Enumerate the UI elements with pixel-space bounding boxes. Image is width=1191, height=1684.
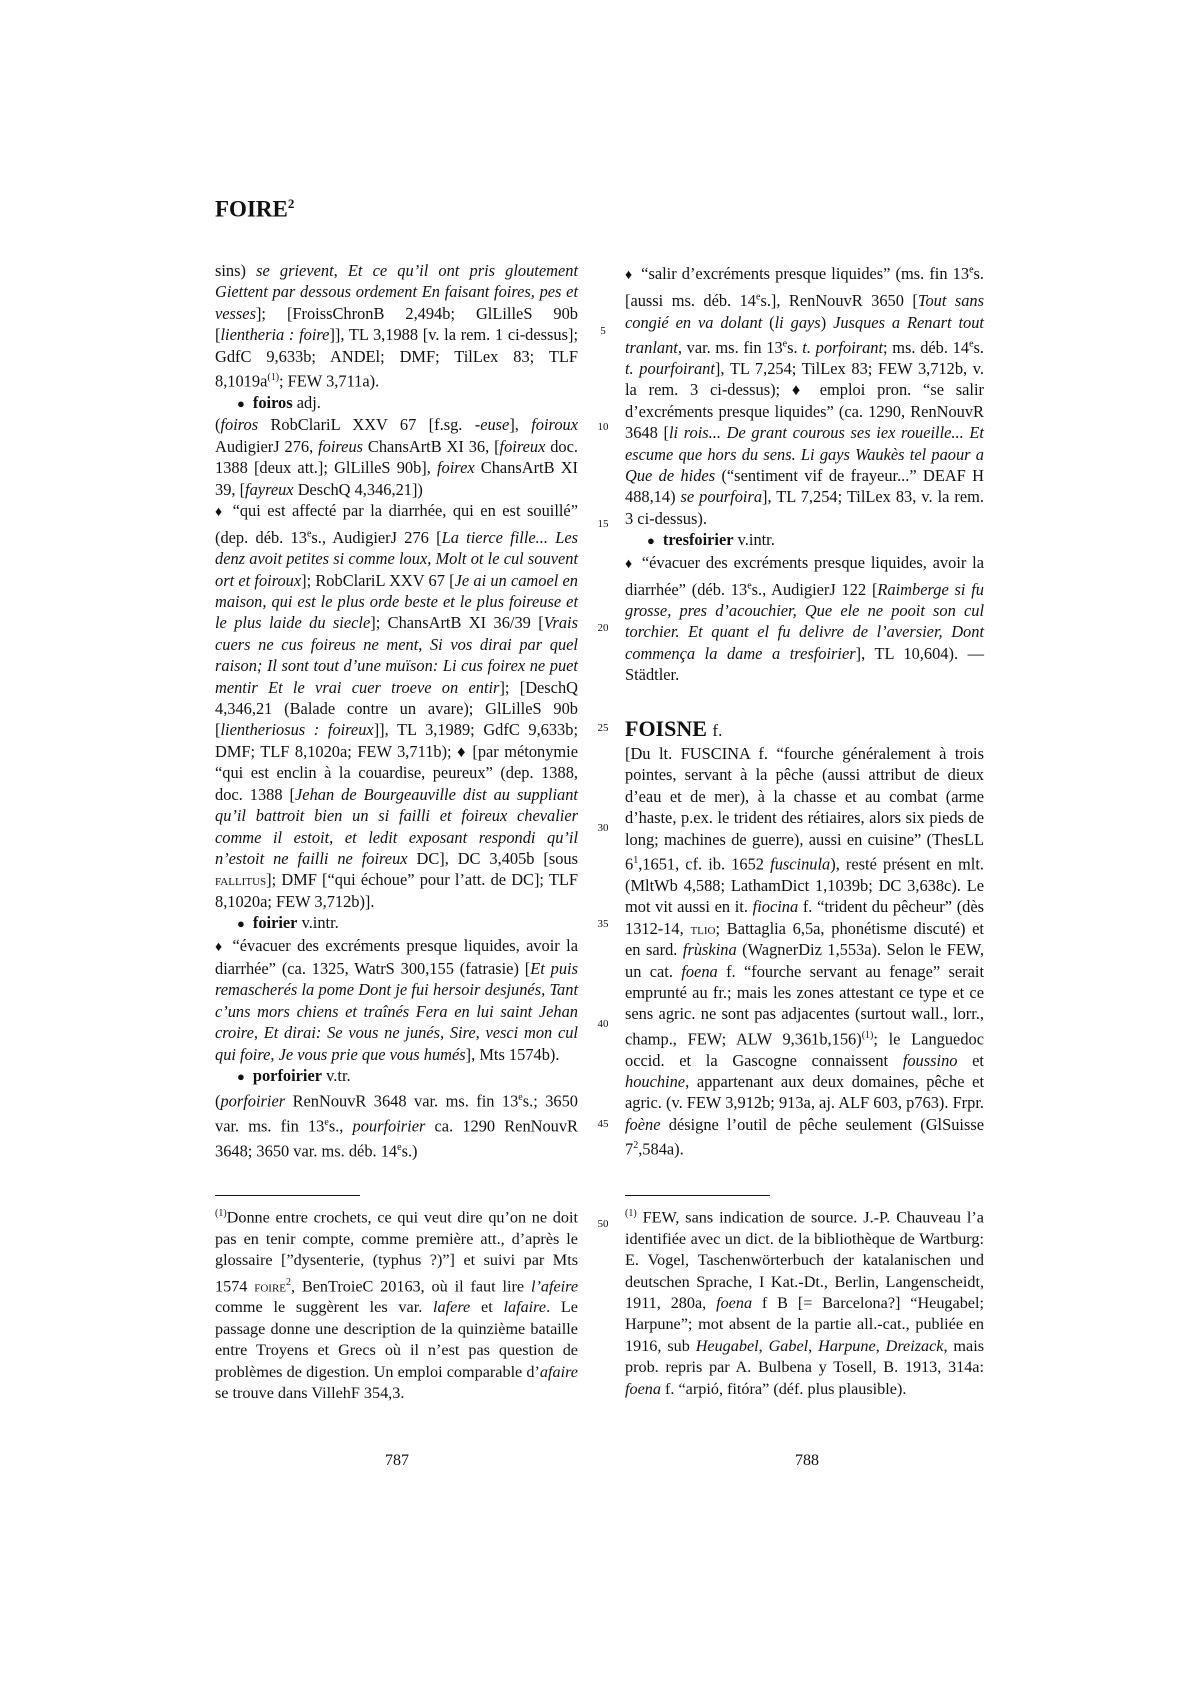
text-run: houchine bbox=[625, 1072, 686, 1092]
forms-paragraph bbox=[215, 414, 578, 500]
text-run: comme le suggèrent les var. bbox=[215, 1298, 434, 1317]
text-run: Et puis remascherés la pome Dont je fui hersoir desjunés, Tant c’uns mors chiens et traînés Fera en lui saint Jehan croire, Et dirai: Se vous ne junés, Sire, vesci mon cul qui foire, Je vous prie que vous humés bbox=[215, 958, 578, 1064]
text-run: (“sentiment vif de frayeur...” DEAF H 488,14) bbox=[625, 466, 984, 507]
text-run: e bbox=[518, 1092, 523, 1104]
text-run: DeschQ 4,346,21]) bbox=[293, 479, 423, 499]
text-run: e bbox=[747, 580, 752, 592]
bullet-icon: ● bbox=[647, 533, 655, 549]
text-run: Tout sans congié en va dolant bbox=[625, 291, 984, 332]
forms-paragraph bbox=[215, 1087, 578, 1162]
text-run: e bbox=[306, 528, 312, 540]
text-run: s. bbox=[973, 337, 984, 357]
text-run: ], TL 7,254; TilLex 83; FEW 3,712b, v. la rem. 3 ci-dessus); bbox=[625, 359, 984, 400]
line-number: 15 bbox=[597, 518, 609, 530]
line-number: 45 bbox=[597, 1118, 609, 1130]
text-run: ♦ bbox=[791, 380, 808, 400]
text-run: ♦ bbox=[457, 741, 467, 761]
text-run: ]; RobClariL XXV 67 [ bbox=[301, 570, 455, 590]
line-number: 20 bbox=[597, 622, 609, 634]
text-run: s., AudigierJ 276 [ bbox=[311, 527, 442, 547]
sense-paragraph bbox=[625, 260, 984, 529]
text-run: foiros bbox=[220, 415, 259, 435]
text-run: “salir d’excréments presque liquides” (ms. fin 13 bbox=[641, 264, 970, 284]
text-run: s. [aussi ms. déb. 14 bbox=[625, 264, 984, 311]
text-run: AudigierJ 276, bbox=[215, 436, 319, 456]
text-run: afaire bbox=[539, 1362, 578, 1381]
text-run: f. “trident du pêcheur” (dès 1312-14, bbox=[625, 897, 985, 938]
text-run: ChansArtB XI 39, [ bbox=[215, 458, 578, 499]
text-run: ], Mts 1574b). bbox=[465, 1044, 560, 1064]
text-run: , mais prob. repris par A. Bulbena y Tosell, B. 1913, 314a: bbox=[625, 1336, 985, 1377]
text-run: (1) bbox=[625, 1208, 637, 1219]
running-head-sup: 2 bbox=[287, 196, 295, 211]
text-run: foussino bbox=[902, 1050, 958, 1070]
text-run: Heugabel bbox=[695, 1336, 759, 1355]
line-number: 35 bbox=[597, 918, 609, 930]
text-run: “évacuer des excréments presque liquides, avoir la diarrhée” (déb. 13 bbox=[625, 552, 984, 599]
text-run: (1) bbox=[215, 1208, 227, 1219]
line-number: 30 bbox=[597, 822, 609, 834]
text-run: foena bbox=[716, 1294, 753, 1313]
text-run: désigne l’outil de pêche seulement (GlSuisse 7 bbox=[625, 1114, 984, 1159]
footnote-rule bbox=[215, 1195, 360, 1196]
right-column bbox=[625, 260, 984, 1160]
text-run: ca. 1290 RenNouvR 3648; 3650 var. ms. déb. 14 bbox=[215, 1116, 578, 1161]
text-run: s. bbox=[787, 337, 803, 357]
footnote-left bbox=[215, 1203, 578, 1404]
text-run: e bbox=[397, 1142, 402, 1154]
text-run: ]; ChansArtB XI 36/39 [ bbox=[370, 613, 544, 633]
text-run: RobClariL XXV 67 [f.sg. bbox=[258, 415, 475, 435]
text-run: fayreux bbox=[245, 479, 294, 499]
text-run: , bbox=[758, 1336, 769, 1355]
text-run: , bbox=[875, 1336, 886, 1355]
text-run: La tierce fille... Les denz avoit petites si comme loux, Molt ot le cul souvent ort et foiroux bbox=[215, 527, 578, 590]
text-run: (1) bbox=[861, 1029, 874, 1041]
text-run: foène bbox=[625, 1114, 661, 1134]
text-run: ,1651, cf. ib. 1652 bbox=[638, 854, 771, 874]
text-run: ], TL 10,604). — Städtler. bbox=[625, 643, 984, 685]
text-run: ) bbox=[820, 312, 834, 332]
text-run: s., AudigierJ 122 [ bbox=[751, 579, 878, 599]
text-run: foirex bbox=[437, 458, 475, 478]
text-run: 2 bbox=[633, 1140, 639, 1152]
text-run: e bbox=[969, 265, 974, 276]
text-run: se pourfoira bbox=[680, 487, 763, 507]
footnote-right bbox=[625, 1203, 984, 1400]
text-run: doc. 1388 [deux att.]; GlLilleS 90b], bbox=[215, 436, 578, 478]
text-run: Jusques a Renart tout tranlant bbox=[625, 312, 984, 357]
text-run: pourfoirier bbox=[352, 1116, 426, 1136]
running-head bbox=[215, 196, 294, 223]
text-run: 1 bbox=[633, 855, 639, 867]
text-run: Raimberge si fu grosse, pres d’acouchier, Que ele ne pooit son cul torchier. Et quant el fu delivre de l’aversier, Dont commença la dame a tresfoirier bbox=[625, 579, 984, 663]
text-run: e bbox=[755, 291, 761, 303]
text-run: lientheriosus : foireux bbox=[220, 720, 374, 740]
line-number: 10 bbox=[597, 421, 609, 433]
text-run: Gabel bbox=[768, 1336, 809, 1355]
diamond-icon: ♦ bbox=[215, 504, 225, 520]
line-number: 50 bbox=[597, 1218, 609, 1230]
text-run: Je ai un camoel en maison, qui est le plus orde beste et le plus foireuse et le plus laide du siecle bbox=[215, 570, 578, 633]
text-run: s.; 3650 var. ms. fin 13 bbox=[215, 1091, 578, 1136]
text-run: FEW, sans indication de source. J.-P. Chauveau l’a identifiée avec un dict. de la bibliothèque de Wartburg: E. Vogel, Taschenwörterbuch der katalanischen und deutschen Sprache, I Kat.-Dt., Berlin, Langenscheidt, 1911, 280a, bbox=[625, 1208, 984, 1313]
text-run: ( bbox=[215, 415, 221, 435]
text-run: ], TL 7,254; TilLex 83, v. la rem. 3 ci-dessus). bbox=[625, 487, 984, 528]
lemma-tresfoirier: ● tresfoirier v.intr. bbox=[647, 530, 775, 550]
text-run: (WagnerDiz 1,553a). Selon le FEW, un cat. bbox=[625, 940, 984, 981]
text-run: ( bbox=[215, 1091, 221, 1111]
left-column bbox=[215, 260, 578, 1162]
text-run: Dreizack bbox=[885, 1336, 944, 1355]
text-run: fiocina bbox=[752, 897, 799, 917]
text-run: e bbox=[969, 338, 974, 350]
text-run: s., bbox=[328, 1116, 353, 1136]
text-run: ,584a). bbox=[638, 1139, 684, 1159]
text-run: [par métonymie “qui est enclin à la couardise, peureux” (dep. 1388, doc. 1388 [ bbox=[215, 741, 578, 804]
text-run: porfoirier bbox=[220, 1091, 286, 1111]
text-run: frùskina bbox=[682, 940, 737, 960]
line-number: 40 bbox=[597, 1018, 609, 1030]
text-run: e bbox=[782, 338, 788, 350]
text-run: li gays bbox=[774, 312, 821, 332]
text-run: e bbox=[324, 1117, 329, 1129]
text-run: Vrais cuers ne cus foireus ne ment, Si vos dirai par quel raison; Il sont tout d’une muïson: Li cus foirex ne puet mentir Et le vrai cuer troeve on entir bbox=[215, 613, 578, 697]
text-run: ), resté présent en mlt. (MltWb 4,588; LathamDict 1,1039b; DC 3,638c). Le mot vit aussi en it. bbox=[625, 854, 984, 917]
sense-paragraph bbox=[625, 552, 984, 686]
text-run: foiroux bbox=[531, 415, 578, 435]
text-run: foena bbox=[681, 961, 718, 981]
text-run: t. pourfoirant bbox=[625, 359, 715, 379]
text-run: tlio bbox=[690, 918, 716, 938]
text-run: et bbox=[957, 1050, 984, 1070]
text-run: ]], TL 3,1989; GdfC 9,633b; DMF; TLF 8,1020a; FEW 3,711b); bbox=[215, 720, 579, 761]
text-run: , var. ms. fin 13 bbox=[677, 337, 783, 357]
text-run: se trouve dans VillehF 354,3. bbox=[215, 1384, 405, 1403]
text-run: foena bbox=[625, 1379, 661, 1398]
text-run: f. “arpió, fitóra” (déf. plus plausible). bbox=[660, 1379, 907, 1398]
sense-paragraph bbox=[215, 935, 578, 1065]
entry-paragraph: sins) se grievent, Et ce qu’il ont pris gloutement Giettent par dessous ordement En faisant foires, pes et vesses]; [FroissChronB 2,494b; GlLilleS 90b [lientheria : foire]], TL 3,1988 [v. la rem. 1 ci-dessus]; GdfC 9,633b; ANDEl; DMF; TilLex 83; TLF $8,1019a^{(1)}$; FEW 3,711a). bbox=[215, 261, 578, 391]
text-run: foire bbox=[254, 1277, 287, 1295]
text-run: f B [= Barcelona?] “Heugabel; Harpune”; mot absent de la partie all.-cat., publiée en 1916, sub bbox=[625, 1294, 984, 1355]
page-number-right: 788 bbox=[795, 1452, 819, 1469]
bullet-icon: ● bbox=[237, 916, 245, 932]
sense-paragraph bbox=[215, 500, 578, 912]
text-run: “évacuer des excréments presque liquides, avoir la diarrhée” (ca. 1325, WatrS 300,155 (fatrasie) [ bbox=[215, 935, 578, 978]
line-number: 5 bbox=[600, 325, 606, 337]
text-run: Jehan de Bourgeauville dist au suppliant qu’il battroit bien un si failli et foireux chevalier comme il estoit, et ledit exposant respondi qu’il n’estoit ne failli ne foireux bbox=[215, 784, 578, 868]
text-run: ; Battaglia 6,5a, phonétisme discuté) et en sard. bbox=[625, 918, 984, 960]
text-run: li rois... De grant courous ses iex roueille... Et escume que hors du sens. Li gays Waukès tel paour a Que de hides bbox=[625, 423, 984, 486]
text-run: , bbox=[808, 1336, 819, 1355]
text-run: lafere bbox=[433, 1298, 471, 1317]
text-run: ]; [DeschQ 4,346,21 (Balade contre un avare); GlLilleS 90b [ bbox=[215, 677, 578, 740]
bullet-icon: ● bbox=[237, 395, 245, 411]
diamond-icon: ♦ bbox=[625, 268, 634, 284]
text-run: t. porfoirant bbox=[802, 337, 884, 357]
running-head-word: FOIRE bbox=[215, 196, 288, 222]
text-run: ]; DMF [“qui échoue” pour l’att. de DC]; TLF 8,1020a; FEW 3,712b)]. bbox=[215, 870, 578, 911]
text-run: [Du lt. FUSCINA f. “fourche généralement à trois pointes, servant à la pêche (aussi attribut de dieux d’eau et de mer), à la chasse et au combat (arme d’haste, p.ex. le trident des rétiaires, alors six pieds de long; machines de guerre), aussi en cuisine” (ThesLL 6 bbox=[625, 744, 984, 874]
text-run: Harpune bbox=[818, 1336, 876, 1355]
text-run: ; ms. déb. 14 bbox=[883, 337, 970, 357]
text-run: DC], DC 3,405b [sous bbox=[407, 848, 579, 868]
text-run: 2 bbox=[286, 1276, 292, 1288]
text-run: s.], RenNouvR 3650 [ bbox=[760, 291, 918, 311]
line-number: 25 bbox=[597, 722, 609, 734]
text-run: lafaire bbox=[503, 1298, 547, 1317]
text-run: , BenTroieC 20163, où il faut lire bbox=[291, 1277, 531, 1295]
etymology-paragraph bbox=[625, 743, 984, 1160]
text-run: fuscinula bbox=[770, 854, 831, 874]
text-run: et bbox=[470, 1298, 504, 1317]
footnote-ref: (1) bbox=[267, 372, 280, 384]
lemma-foirier: ● foirier v.intr. bbox=[237, 913, 339, 933]
article-heading: FOISNE f. bbox=[625, 715, 723, 741]
text-run: ChansArtB XI 36, [ bbox=[363, 436, 500, 456]
diamond-icon: ♦ bbox=[625, 556, 634, 572]
text-run: fallitus bbox=[215, 870, 267, 890]
text-run: f. “fourche servant au fenage” serait emprunté au fr.; mais les zones attestant ce type et ce sens agric. ne sont pas adjacentes (surtout wall., lorr., champ., FEW; ALW 9,361b,156) bbox=[625, 961, 984, 1049]
text-run: -euse bbox=[474, 415, 510, 435]
text-run: foireus bbox=[318, 436, 364, 456]
page-number-left: 787 bbox=[385, 1452, 409, 1469]
text-run: , appartenant aux deux domaines, pêche et agric. (v. FEW 3,912b; 913a, aj. ALF 603, p763). Frpr. bbox=[625, 1072, 984, 1113]
text-run: s.) bbox=[401, 1141, 418, 1161]
text-run: emploi pron. “se salir d’excréments presque liquides” (ca. 1290, RenNouvR 3648 [ bbox=[625, 380, 984, 443]
text-run: Donne entre crochets, ce qui veut dire qu’on ne doit pas en tenir compte, comme première att., d’après le glossaire [”dysenterie, (typhus ?)”] et suivi par Mts 1574 bbox=[215, 1208, 578, 1295]
text-run: foireux bbox=[499, 436, 546, 456]
text-run: RenNouvR 3648 var. ms. fin 13 bbox=[285, 1091, 519, 1111]
text-run: ], bbox=[509, 415, 532, 435]
bullet-icon: ● bbox=[237, 1068, 245, 1084]
text-run: “qui est affecté par la diarrhée, qui en est souillé” (dep. déb. 13 bbox=[215, 500, 578, 547]
text-run: ; le Languedoc occid. et la Gascogne connaissent bbox=[625, 1029, 984, 1070]
text-run: . Le passage donne une description de la quinzième bataille entre Troyens et Grecs où il n’est pas question de problèmes de digestion. Un emploi comparable d’ bbox=[215, 1298, 578, 1381]
text-run: ( bbox=[762, 312, 775, 332]
lemma-foiros: ● foiros adj. bbox=[237, 392, 321, 412]
text-run: l’afeire bbox=[530, 1277, 579, 1295]
diamond-icon: ♦ bbox=[215, 939, 225, 955]
footnote-rule bbox=[625, 1195, 770, 1196]
lemma-porfoirier: ● porfoirier v.tr. bbox=[237, 1065, 351, 1085]
